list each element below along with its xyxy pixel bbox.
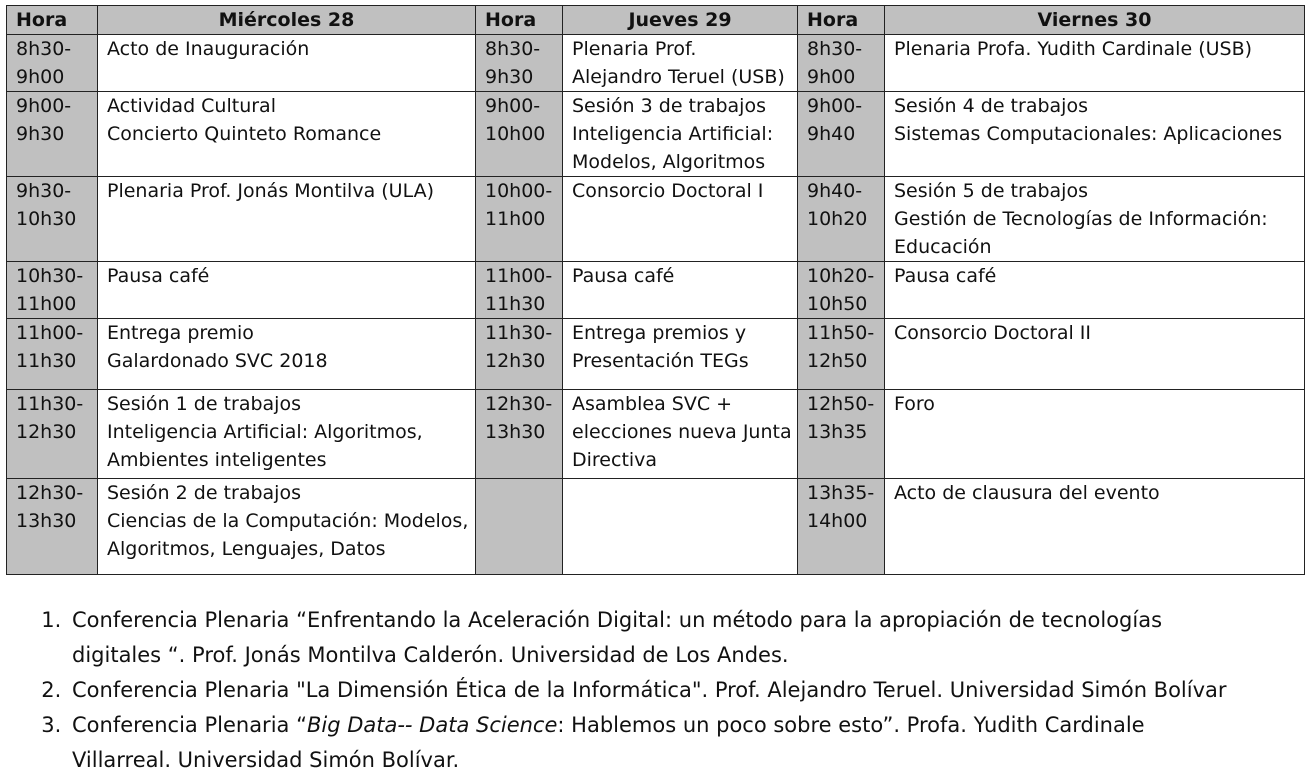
- time-cell-friday: [798, 92, 885, 177]
- event-line: Plenaria Prof.: [572, 38, 697, 60]
- schedule-row: [7, 177, 1305, 262]
- event-line: Sesión 4 de trabajos: [894, 95, 1088, 117]
- time-range-line: 10h00-: [485, 180, 553, 202]
- event-line: Actividad Cultural: [107, 95, 276, 117]
- event-line: Consorcio Doctoral II: [894, 322, 1091, 344]
- event-cell-thursday: [563, 479, 798, 575]
- time-range-line: 9h00-: [16, 95, 72, 117]
- schedule-row: [7, 390, 1305, 479]
- note-text: Villarreal. Universidad Simón Bolívar.: [72, 748, 460, 772]
- event-cell-wednesday: [98, 35, 476, 92]
- event-cell-wednesday: [98, 390, 476, 479]
- time-range-line: 11h00-: [16, 322, 84, 344]
- event-cell-friday: [885, 177, 1305, 262]
- time-range-line: 11h30: [16, 350, 77, 372]
- event-line: Asamblea SVC +: [572, 393, 733, 415]
- event-line: Sesión 3 de trabajos: [572, 95, 766, 117]
- event-cell-wednesday: [98, 319, 476, 390]
- event-cell-wednesday: [98, 92, 476, 177]
- note-italic-title: Big Data-- Data Science: [306, 713, 558, 737]
- time-range-line: 10h20-: [807, 265, 875, 287]
- time-range-line: 9h30-: [16, 180, 72, 202]
- event-cell-thursday: [563, 262, 798, 319]
- event-cell-friday: [885, 92, 1305, 177]
- day-header-thursday: Jueves 29: [563, 6, 798, 35]
- event-cell-thursday: [563, 319, 798, 390]
- event-line: Concierto Quinteto Romance: [107, 123, 382, 145]
- time-range-line: 9h00: [807, 66, 856, 88]
- event-line: Algoritmos, Lenguajes, Datos: [107, 538, 386, 560]
- time-cell-friday: [798, 262, 885, 319]
- time-cell-friday: [798, 390, 885, 479]
- time-cell-wednesday: [7, 177, 98, 262]
- event-line: Sesión 5 de trabajos: [894, 180, 1088, 202]
- time-cell-wednesday: [7, 319, 98, 390]
- time-cell-thursday: [476, 479, 563, 575]
- event-cell-friday: [885, 35, 1305, 92]
- time-cell-wednesday: [7, 390, 98, 479]
- note-text: 2. Conferencia Plenaria "La Dimensión Ética de la Informática". Prof. Alejandro Teruel. Universidad Simón Bolívar: [72, 678, 1227, 702]
- time-cell-thursday: [476, 92, 563, 177]
- time-range-line: 9h30: [485, 66, 534, 88]
- event-cell-friday: [885, 390, 1305, 479]
- event-line: Ambientes inteligentes: [107, 449, 327, 471]
- hora-header: Hora: [7, 6, 98, 35]
- event-cell-thursday: [563, 92, 798, 177]
- event-cell-thursday: [563, 390, 798, 479]
- event-line: Sesión 1 de trabajos: [107, 393, 301, 415]
- time-range-line: 13h35: [807, 421, 868, 443]
- time-range-line: 13h30: [16, 510, 77, 532]
- event-line: elecciones nueva Junta: [572, 421, 792, 443]
- time-range-line: 12h30: [485, 350, 546, 372]
- event-line: Entrega premios y: [572, 322, 747, 344]
- time-cell-thursday: [476, 35, 563, 92]
- time-range-line: 12h50-: [807, 393, 875, 415]
- time-range-line: 9h00-: [807, 95, 863, 117]
- event-line: Alejandro Teruel (USB): [572, 66, 785, 88]
- time-cell-thursday: [476, 319, 563, 390]
- event-cell-wednesday: [98, 479, 476, 575]
- time-range-line: 10h00: [485, 123, 546, 145]
- time-range-line: 12h30-: [485, 393, 553, 415]
- time-range-line: 12h50: [807, 350, 868, 372]
- time-cell-wednesday: [7, 92, 98, 177]
- time-range-line: 13h35-: [807, 482, 875, 504]
- time-range-line: 9h00-: [485, 95, 541, 117]
- event-line: Educación: [894, 236, 992, 258]
- time-range-line: 9h00: [16, 66, 65, 88]
- event-line: Sesión 2 de trabajos: [107, 482, 301, 504]
- time-cell-friday: [798, 479, 885, 575]
- schedule-row: [7, 35, 1305, 92]
- time-range-line: 9h40-: [807, 180, 863, 202]
- time-range-line: 10h50: [807, 293, 868, 315]
- note-text: digitales “. Prof. Jonás Montilva Calderón. Universidad de Los Andes.: [72, 643, 789, 667]
- schedule-row: [7, 262, 1305, 319]
- note-text-line: [72, 708, 1308, 743]
- time-range-line: 11h30: [485, 293, 546, 315]
- schedule-table: [6, 5, 1305, 575]
- event-line: Plenaria Prof. Jonás Montilva (ULA): [107, 180, 435, 202]
- schedule-row: [7, 479, 1305, 575]
- time-range-line: 8h30-: [16, 38, 72, 60]
- time-range-line: 10h20: [807, 208, 868, 230]
- time-range-line: 11h30-: [16, 393, 84, 415]
- time-cell-friday: [798, 177, 885, 262]
- time-range-line: 12h30: [16, 421, 77, 443]
- day-header-friday: Viernes 30: [885, 6, 1305, 35]
- time-range-line: 11h50-: [807, 322, 875, 344]
- time-range-line: 11h00: [16, 293, 77, 315]
- time-cell-thursday: [476, 262, 563, 319]
- time-range-line: 8h30-: [807, 38, 863, 60]
- time-cell-wednesday: [7, 35, 98, 92]
- note-text: : Hablemos un poco sobre esto”. Profa. Yudith Cardinale: [557, 713, 1145, 737]
- note-item: [68, 603, 1308, 673]
- schedule-row: [7, 319, 1305, 390]
- time-range-line: 10h30: [16, 208, 77, 230]
- time-cell-thursday: [476, 390, 563, 479]
- day-header-wednesday: Miércoles 28: [98, 6, 476, 35]
- event-line: Presentación TEGs: [572, 350, 749, 372]
- event-line: Acto de Inauguración: [107, 38, 310, 60]
- note-item: [68, 673, 1308, 708]
- time-range-line: 13h30: [485, 421, 546, 443]
- event-line: Pausa café: [107, 265, 210, 287]
- time-cell-friday: [798, 35, 885, 92]
- event-line: Pausa café: [894, 265, 997, 287]
- header-row: [7, 6, 1305, 35]
- time-range-line: 9h30: [16, 123, 65, 145]
- event-cell-thursday: [563, 35, 798, 92]
- note-text: Conferencia Plenaria “: [72, 713, 307, 737]
- event-line: Inteligencia Artificial:: [572, 123, 774, 145]
- event-line: Consorcio Doctoral I: [572, 180, 764, 202]
- note-item: [68, 708, 1308, 778]
- event-cell-wednesday: [98, 177, 476, 262]
- time-range-line: 9h40: [807, 123, 856, 145]
- event-cell-wednesday: [98, 262, 476, 319]
- event-cell-friday: [885, 319, 1305, 390]
- event-line: Galardonado SVC 2018: [107, 350, 328, 372]
- event-line: Acto de clausura del evento: [894, 482, 1160, 504]
- schedule-row: [7, 92, 1305, 177]
- time-cell-thursday: [476, 177, 563, 262]
- event-line: Ciencias de la Computación: Modelos,: [107, 510, 469, 532]
- time-range-line: 12h30-: [16, 482, 84, 504]
- event-line: Sistemas Computacionales: Aplicaciones: [894, 123, 1283, 145]
- event-line: Entrega premio: [107, 322, 254, 344]
- event-cell-thursday: [563, 177, 798, 262]
- event-cell-friday: [885, 262, 1305, 319]
- hora-header: Hora: [798, 6, 885, 35]
- time-cell-wednesday: [7, 479, 98, 575]
- note-text: 1. Conferencia Plenaria “Enfrentando la Aceleración Digital: un método para la apropiación de tecnologías: [72, 608, 1163, 632]
- event-line: Plenaria Profa. Yudith Cardinale (USB): [894, 38, 1253, 60]
- time-cell-wednesday: [7, 262, 98, 319]
- event-line: Foro: [894, 393, 935, 415]
- time-range-line: 10h30-: [16, 265, 84, 287]
- event-cell-friday: [885, 479, 1305, 575]
- time-cell-friday: [798, 319, 885, 390]
- time-range-line: 11h00: [485, 208, 546, 230]
- plenary-notes-list: [30, 603, 1308, 778]
- event-line: Modelos, Algoritmos: [572, 151, 766, 173]
- hora-header: Hora: [476, 6, 563, 35]
- event-line: Inteligencia Artificial: Algoritmos,: [107, 421, 423, 443]
- event-line: Directiva: [572, 449, 658, 471]
- event-line: Pausa café: [572, 265, 675, 287]
- time-range-line: 11h30-: [485, 322, 553, 344]
- time-range-line: 8h30-: [485, 38, 541, 60]
- time-range-line: 14h00: [807, 510, 868, 532]
- time-range-line: 11h00-: [485, 265, 553, 287]
- event-line: Gestión de Tecnologías de Información:: [894, 208, 1268, 230]
